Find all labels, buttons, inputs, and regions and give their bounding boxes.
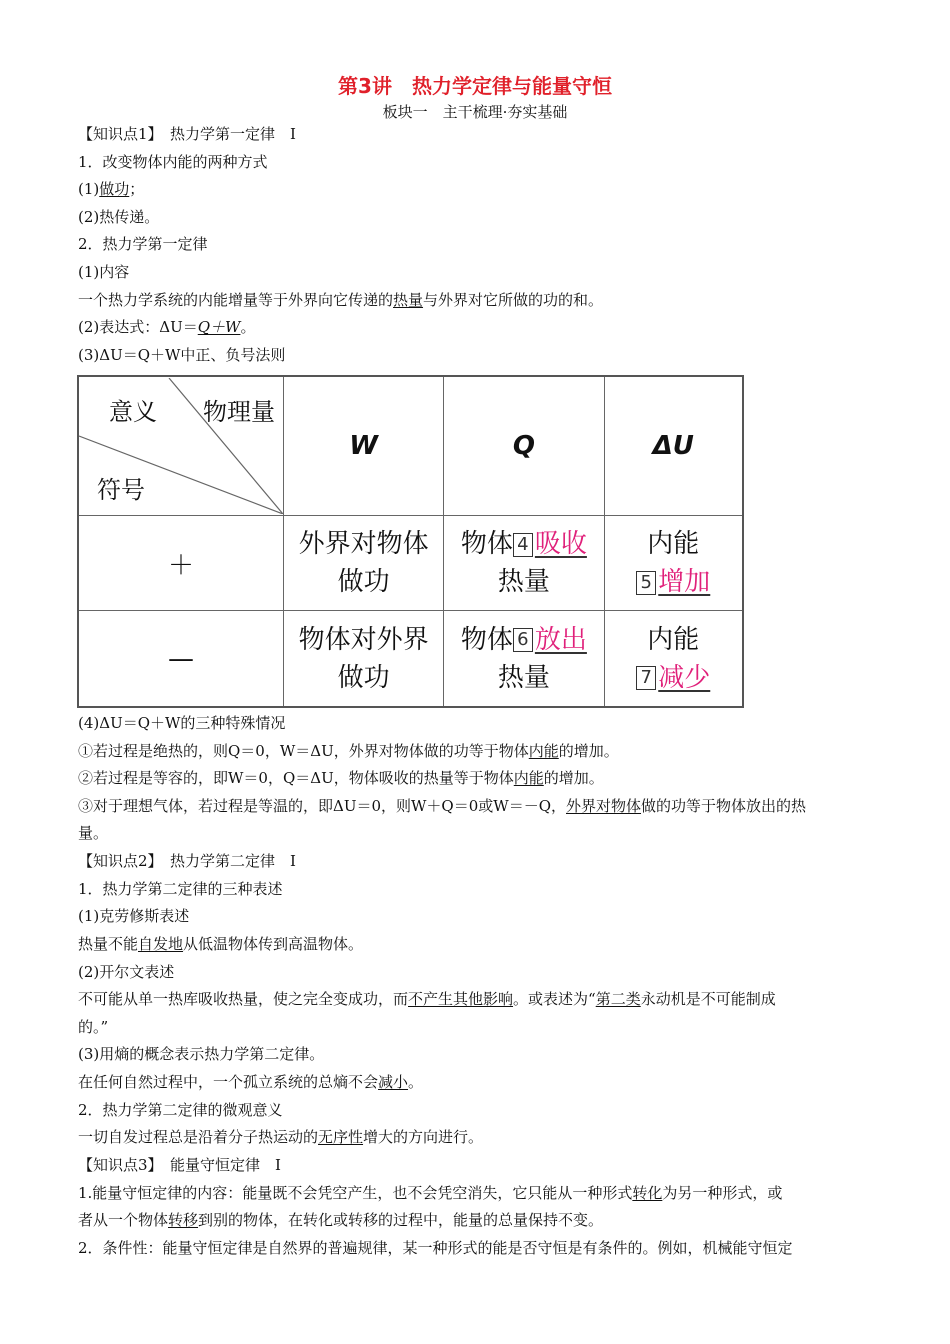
answer-blank: 不产生其他影响 [408,990,514,1008]
answer-blank: 无序性 [318,1128,364,1146]
answer-blank: 热量 [393,291,424,309]
section-header-k1: 【知识点1】 热力学第一定律 Ⅰ [78,125,296,143]
text-line: 1.能量守恒定律的内容：能量既不会凭空产生，也不会凭空消失，它只能从一种形式转化为另一种形式，或 [78,1184,783,1202]
text-line: 2．热力学第二定律的微观意义 [78,1101,283,1119]
answer-blank: 内能 [513,769,544,787]
blank-number: 4 [513,533,533,557]
text-line: 一个热力学系统的内能增量等于外界向它传递的热量与外界对它所做的功的和。 [78,291,604,309]
answer-blank: 减少 [658,662,711,693]
page-subtitle: 板块一 主干梳理·夯实基础 [382,103,568,121]
answer-blank: 外界对物体 [566,797,642,815]
text-line: 在任何自然过程中，一个孤立系统的总熵不会减小。 [78,1073,424,1091]
table-corner-cell [78,376,284,515]
answer-blank: 放出 [534,624,587,655]
section-header-k3: 【知识点3】 能量守恒定律 Ⅰ [78,1156,281,1174]
corner-quantity-label: 物理量 [203,397,275,426]
text-line: 量。 [78,824,109,842]
answer-blank: 转化 [632,1184,663,1202]
text-line: 一切自发过程总是沿着分子热运动的无序性增大的方向进行。 [78,1128,484,1146]
text-line: 者从一个物体转移到别的物体，在转化或转移的过程中，能量的总量保持不变。 [78,1211,604,1229]
blank-number: 7 [636,666,656,690]
text-line: (1)克劳修斯表述 [78,907,190,925]
answer-blank: 增加 [658,567,711,598]
text-line: 2．热力学第一定律 [78,235,208,253]
text-line: (2)开尔文表述 [78,963,175,981]
table-cell: 外界对物体 做功 [284,515,444,610]
table-cell: 物体对外界 做功 [284,611,444,707]
table-cell: 物体 6 放出 热量 [444,611,604,707]
text-line: 热量不能自发地从低温物体传到高温物体。 [78,935,364,953]
text-line: 2．条件性：能量守恒定律是自然界的普遍规律，某一种形式的能是否守恒是有条件的。例如，机械能守恒定 [78,1239,793,1257]
row-label-minus: — [78,611,284,707]
column-header-w: W [284,376,444,515]
answer-blank: 第二类 [595,990,641,1008]
table-cell: 内能 5 增加 [604,515,743,610]
column-header-du: ΔU [604,376,743,515]
text-line: (2)热传递。 [78,208,160,226]
table-cell: 物体 4 吸收 热量 [444,515,604,610]
table-row [78,611,743,707]
text-line: 1．热力学第二定律的三种表述 [78,880,283,898]
corner-sign-label: 符号 [97,475,145,504]
text-line: ②若过程是等容的，即W＝0，Q＝ΔU，物体吸收的热量等于物体内能的增加。 [78,769,604,787]
text-line: 不可能从单一热库吸收热量，使之完全变成功，而不产生其他影响。或表述为“第二类永动机是不可能制成 [78,990,776,1008]
blank-number: 6 [513,628,533,652]
answer-blank: 自发地 [138,935,184,953]
section-header-k2: 【知识点2】 热力学第二定律 Ⅰ [78,852,296,870]
text-line: (4)ΔU＝Q＋W的三种特殊情况 [78,714,286,732]
text-line: ①若过程是绝热的，则Q＝0，W＝ΔU，外界对物体做的功等于物体内能的增加。 [78,742,619,760]
text-line: ③对于理想气体，若过程是等温的，即ΔU＝0，则W＋Q＝0或W＝－Q，外界对物体做的功等于物体放出的热 [78,797,807,815]
corner-meaning-label: 意义 [109,397,157,426]
answer-blank: 内能 [528,742,559,760]
answer-blank: 转移 [168,1211,199,1229]
answer-blank: 吸收 [534,529,587,560]
row-label-plus: ＋ [78,515,284,610]
text-line: 的。” [78,1018,109,1036]
text-line: (2)表达式：ΔU＝Q＋W。 [78,318,256,336]
table-row [78,515,743,610]
text-line: (3)用熵的概念表示热力学第二定律。 [78,1045,325,1063]
blank-number: 5 [636,571,656,595]
text-line: (1)内容 [78,263,130,281]
text-line: (3)ΔU＝Q＋W中正、负号法则 [78,346,286,364]
column-header-q: Q [444,376,604,515]
page-title: 第3讲 热力学定律与能量守恒 [338,74,612,98]
sign-convention-table [77,375,744,708]
answer-blank: Q＋W [197,318,241,336]
text-line: (1)做功； [78,180,145,198]
text-line: 1．改变物体内能的两种方式 [78,153,268,171]
answer-blank: 做功 [99,180,130,198]
table-cell: 内能 7 减少 [604,611,743,707]
answer-blank: 减小 [378,1073,409,1091]
